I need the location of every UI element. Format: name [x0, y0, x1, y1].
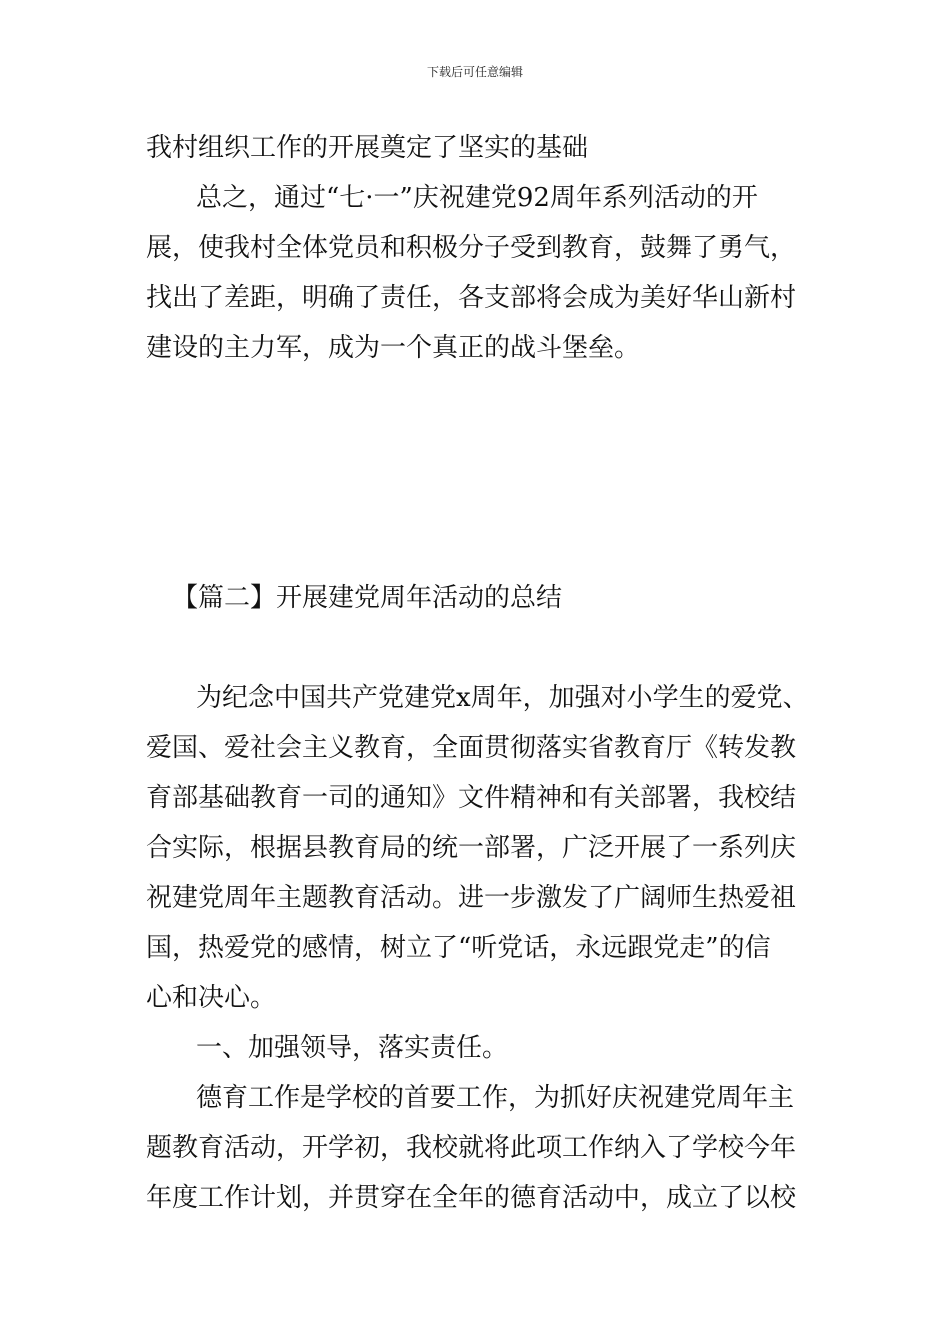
paragraph-line: 为纪念中国共产党建党x周年，加强对小学生的爱党、 — [196, 683, 809, 713]
paragraph-line: 爱国、爱社会主义教育，全面贯彻落实省教育厅《转发教 — [146, 733, 797, 763]
paragraph-line: 心和决心。 — [146, 983, 277, 1013]
paragraph-line: 建设的主力军，成为一个真正的战斗堡垒。 — [146, 333, 641, 363]
paragraph-line: 祝建党周年主题教育活动。进一步激发了广阔师生热爱祖 — [146, 883, 797, 913]
subheading-line: 一、加强领导，落实责任。 — [196, 1033, 509, 1063]
page-header: 下载后可任意编辑 — [426, 65, 523, 79]
paragraph-line: 年度工作计划，并贯穿在全年的德育活动中，成立了以校 — [146, 1183, 797, 1213]
paragraph-line: 育部基础教育一司的通知》文件精神和有关部署，我校结 — [146, 783, 797, 813]
section-heading: 【篇二】开展建党周年活动的总结 — [172, 583, 563, 613]
paragraph-line: 合实际，根据县教育局的统一部署，广泛开展了一系列庆 — [146, 833, 797, 863]
paragraph-line: 国，热爱党的感情，树立了“听党话，永远跟党走”的信 — [146, 933, 771, 963]
paragraph-line: 德育工作是学校的首要工作，为抓好庆祝建党周年主 — [196, 1083, 795, 1113]
paragraph-line: 总之，通过“七·一”庆祝建党92周年系列活动的开 — [196, 183, 758, 213]
paragraph-line: 题教育活动，开学初，我校就将此项工作纳入了学校今年 — [146, 1133, 797, 1163]
paragraph-line: 我村组织工作的开展奠定了坚实的基础 — [146, 133, 589, 163]
paragraph-line: 找出了差距，明确了责任，各支部将会成为美好华山新村 — [146, 283, 797, 313]
paragraph-line: 展，使我村全体党员和积极分子受到教育，鼓舞了勇气， — [146, 233, 797, 263]
